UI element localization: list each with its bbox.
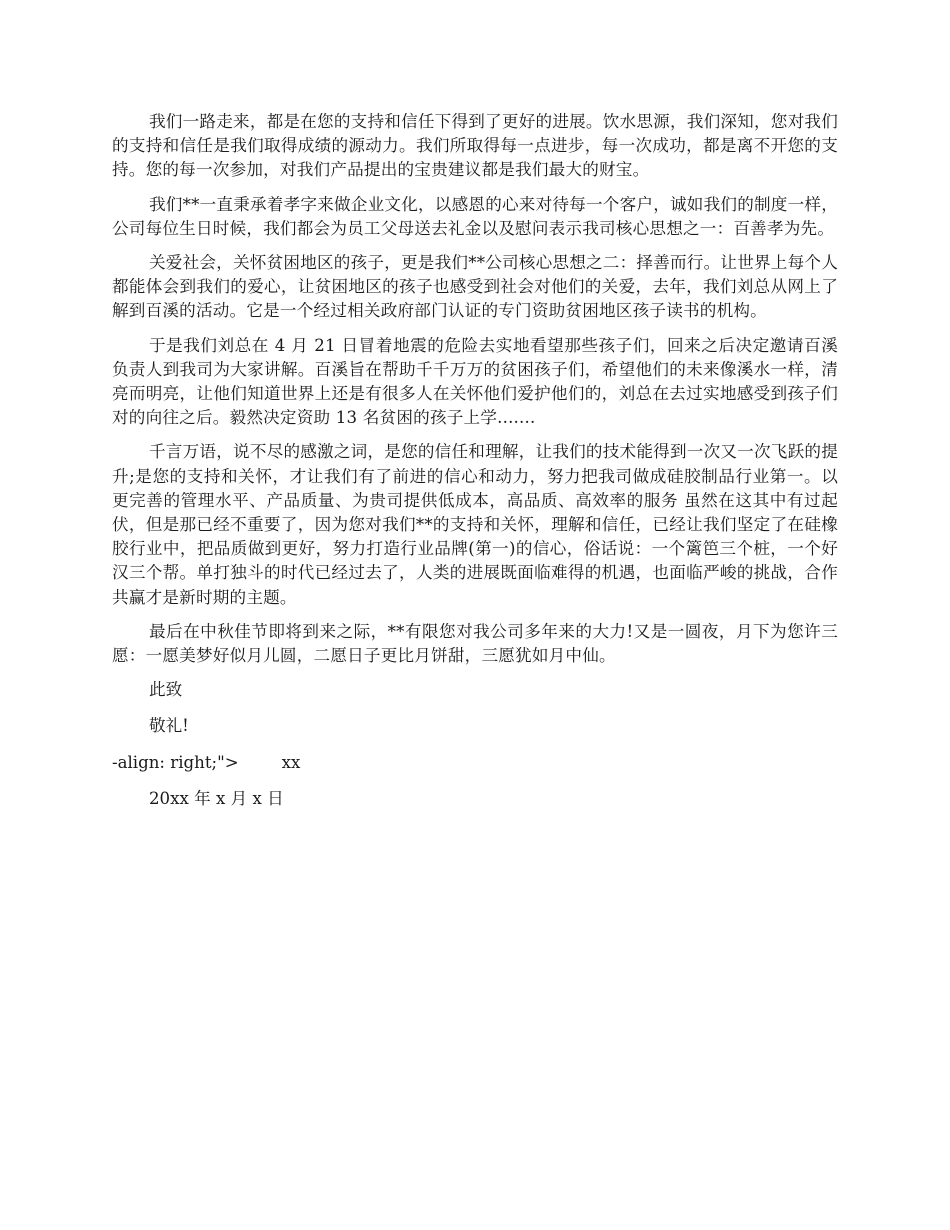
signature-line [112,751,838,775]
letter-date: 20xx 年 x 月 x 日 [149,788,284,808]
paragraph-social-care: 关爱社会，关怀贫困地区的孩子，更是我们**公司核心思想之二：择善而行。让世界上每个人都能体会到我们的爱心，让贫困地区的孩子也感受到社会对他们的关爱，去年，我们刘总从网上了解到百溪的活动。它是一个经过相关政府部门认证的专门资助贫困地区孩子读书的机构。 [112,253,838,321]
closing-salutation: 此致 [149,680,183,700]
letter-body [112,110,838,823]
paragraph-baixi-visit: 于是我们刘总在 4 月 21 日冒着地震的危险去实地看望那些孩子们，回来之后决定邀请百溪负责人到我司为大家讲解。百溪旨在帮助千千万万的贫困孩子们，希望他们的未来像溪水一样，清亮而明亮，让他们知道世界上还是有很多人在关怀他们爱护他们的，刘总在去过实地感受到孩子们对的向往之后。毅然决定资助 13 名贫困的孩子上学....... [112,335,838,428]
paragraph-thanks-support: 千言万语，说不尽的感激之词，是您的信任和理解，让我们的技术能得到一次又一次飞跃的提升;是您的支持和关怀，才让我们有了前进的信心和动力，努力把我司做成硅胶制品行业第一。以更完善的管理水平、产品质量、为贵司提供低成本，高品质、高效率的服务 虽然在这其中有过起伏，但是那已经不重要了，因为您对我们**的支持和关怀，理解和信任，已经让我们坚定了在硅橡胶行业中，把品质做到更好，努力打造行业品牌(第一)的信心，俗话说：一个篱笆三个桩，一个好汉三个帮。单打独斗的时代已经过去了，人类的进展既面临难得的机遇，也面临严峻的挑战，合作共赢才是新时期的主题。 [112,442,838,607]
paragraph-mid-autumn-wishes: 最后在中秋佳节即将到来之际，**有限您对我公司多年来的大力!又是一圆夜，月下为您许三愿：一愿美梦好似月儿圆，二愿日子更比月饼甜，三愿犹如月中仙。 [112,621,838,666]
paragraph-gratitude: 我们一路走来，都是在您的支持和信任下得到了更好的进展。饮水思源，我们深知，您对我们的支持和信任是我们取得成绩的源动力。我们所取得每一点进步，每一次成功，都是离不开您的支持。您的每一次参加，对我们产品提出的宝贵建议都是我们最大的财宝。 [112,112,838,180]
closing-regards: 敬礼! [149,716,189,736]
signature-name: xx [281,752,301,772]
paragraph-filial-culture: 我们**一直秉承着孝字来做企业文化，以感恩的心来对待每一个客户，诚如我们的制度一样，公司每位生日时候，我们都会为员工父母送去礼金以及慰问表示我司核心思想之一：百善孝为先。 [112,194,838,238]
stray-markup-fragment: -align: right;"> [112,752,239,772]
